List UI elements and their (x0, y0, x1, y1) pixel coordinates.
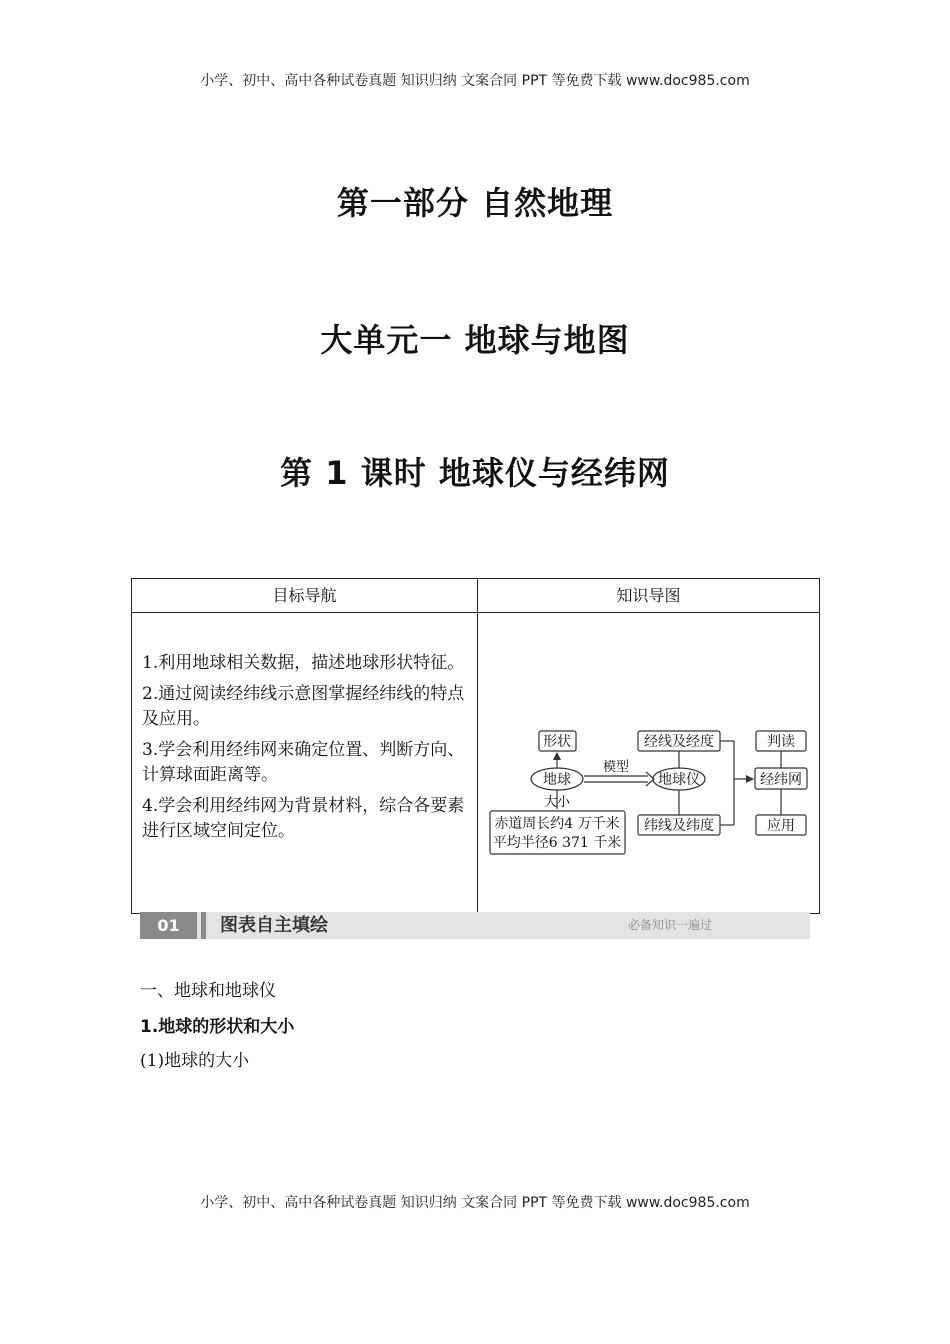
goal-item: 1.利用地球相关数据，描述地球形状特征。 (142, 653, 465, 673)
goal-item: 2.通过阅读经纬线示意图掌握经纬线的特点及应用。 (142, 684, 465, 729)
data-line-1: 赤道周长约4 万千米 (494, 816, 620, 832)
size-label: 大小 (543, 795, 571, 810)
earth-label: 地球 (543, 772, 571, 788)
shape-label: 形状 (543, 734, 571, 750)
apply-label: 应用 (767, 818, 795, 834)
parallel-label: 纬线及纬度 (644, 818, 714, 834)
mindmap-cell (478, 613, 820, 914)
part-title: 第一部分 自然地理 (336, 184, 614, 222)
meridian-label: 经线及经度 (644, 734, 714, 750)
sub-subsection-heading: (1)地球的大小 (140, 1051, 250, 1071)
data-line-2: 平均半径6 371 千米 (492, 835, 622, 851)
banner-title: 图表自主填绘 (220, 915, 328, 936)
globe-label: 地球仪 (658, 772, 700, 788)
grid-label: 经纬网 (760, 772, 802, 788)
unit-title: 大单元一 地球与地图 (320, 321, 630, 359)
mindmap-header: 知识导图 (478, 579, 820, 613)
read-label: 判读 (767, 734, 795, 750)
subsection-heading: 1.地球的形状和大小 (140, 1017, 295, 1037)
banner-divider (201, 912, 206, 939)
goal-item: 3.学会利用经纬网来确定位置、判断方向、计算球面距离等。 (142, 740, 465, 785)
section-banner (140, 912, 810, 939)
banner-subtitle: 必备知识一遍过 (627, 918, 712, 932)
section-heading: 一、地球和地球仪 (140, 981, 276, 1001)
banner-number: 01 (140, 912, 197, 939)
page-header: 小学、初中、高中各种试卷真题 知识归纳 文案合同 PPT 等免费下载 www.doc985.com (200, 73, 750, 89)
goal-item: 4.学会利用经纬网为背景材料，综合各要素进行区域空间定位。 (142, 796, 465, 841)
goal-list (132, 613, 478, 914)
goal-header: 目标导航 (132, 579, 478, 613)
knowledge-mindmap (478, 613, 818, 909)
goal-table (131, 578, 820, 914)
lesson-title: 第 1 课时 地球仪与经纬网 (280, 454, 670, 492)
model-label: 模型 (602, 760, 630, 775)
page-footer: 小学、初中、高中各种试卷真题 知识归纳 文案合同 PPT 等免费下载 www.doc985.com (200, 1195, 750, 1211)
